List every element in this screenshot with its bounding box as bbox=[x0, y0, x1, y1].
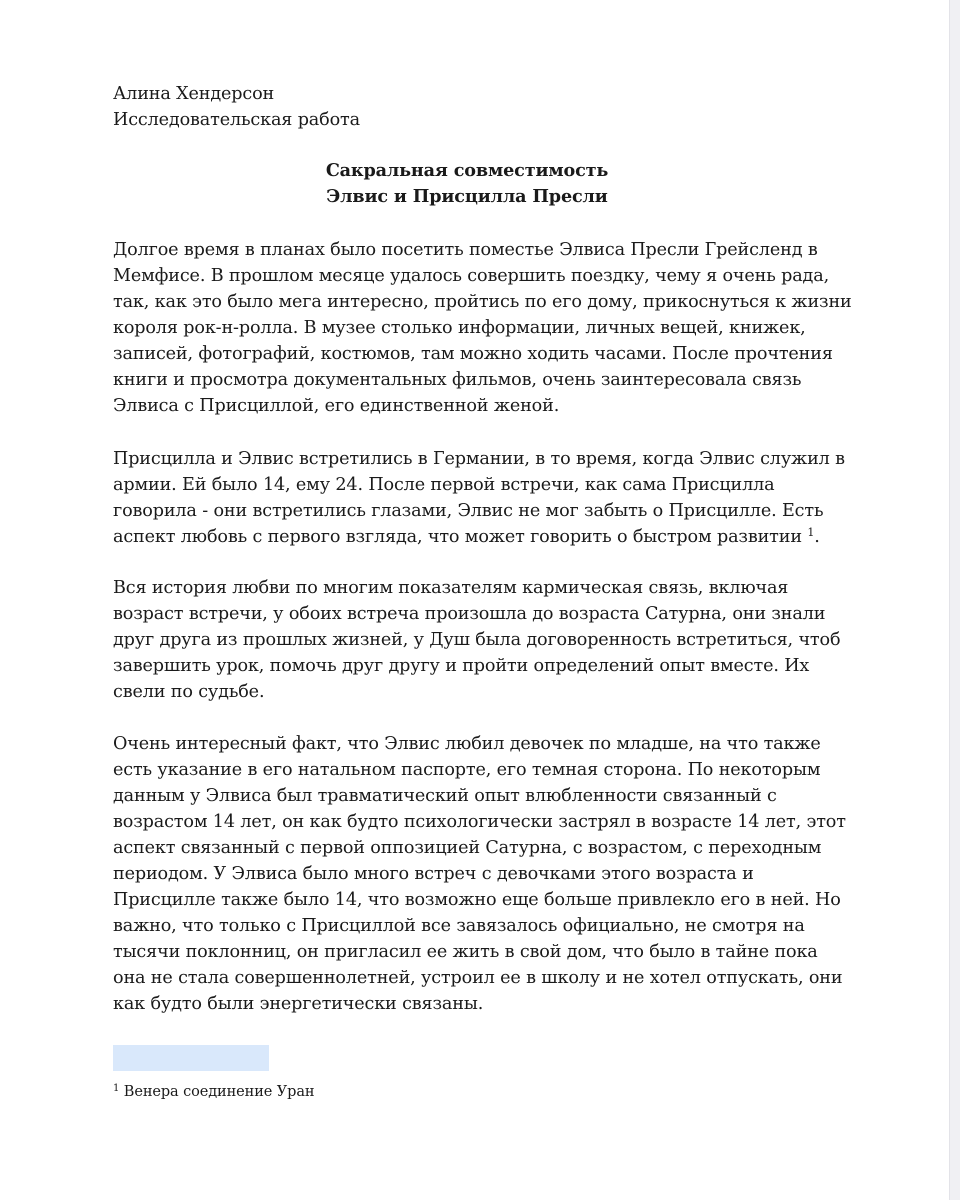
paragraph-line: данным у Элвиса был травматический опыт влюбленности связанный с bbox=[113, 786, 777, 806]
paragraph-line: как будто были энергетически связаны. bbox=[113, 994, 484, 1014]
paragraph-line: свели по судьбе. bbox=[113, 682, 265, 702]
paragraph-line: Долгое время в планах было посетить поместье Элвиса Пресли Грейсленд в bbox=[113, 240, 818, 260]
paragraph-line: возрастом 14 лет, он как будто психологически застрял в возрасте 14 лет, этот bbox=[113, 812, 846, 832]
paragraph-line: тысячи поклонниц, он пригласил ее жить в свой дом, что было в тайне пока bbox=[113, 942, 818, 962]
paragraph-line: короля рок-н-ролла. В музее столько информации, личных вещей, книжек, bbox=[113, 318, 806, 338]
paragraph-line: записей, фотографий, костюмов, там можно ходить часами. После прочтения bbox=[113, 344, 833, 364]
paragraph-4 bbox=[113, 731, 873, 1017]
paragraph-line: книги и просмотра документальных фильмов, очень заинтересовала связь bbox=[113, 370, 802, 390]
paragraph-line: так, как это было мега интересно, пройтись по его дому, прикоснуться к жизни bbox=[113, 292, 852, 312]
paragraph-3 bbox=[113, 575, 873, 705]
paragraph-line: друг друга из прошлых жизней, у Душ была договоренность встретиться, чтоб bbox=[113, 630, 841, 650]
footnote-separator-highlight bbox=[113, 1045, 269, 1071]
paragraph-line: Присцилла и Элвис встретились в Германии, в то время, когда Элвис служил в bbox=[113, 449, 845, 469]
paragraph-line: Очень интересный факт, что Элвис любил девочек по младше, на что также bbox=[113, 734, 821, 754]
footnote-marker: 1 bbox=[113, 1083, 120, 1094]
author-name: Алина Хендерсон bbox=[113, 84, 275, 104]
document-type: Исследовательская работа bbox=[113, 110, 360, 130]
title-line-1: Сакральная совместимость bbox=[325, 160, 609, 181]
sentence-end: . bbox=[814, 527, 820, 547]
paragraph-line: Элвиса с Присциллой, его единственной женой. bbox=[113, 396, 560, 416]
paragraph-line: армии. Ей было 14, ему 24. После первой встречи, как сама Присцилла bbox=[113, 475, 775, 495]
document-title bbox=[113, 158, 821, 210]
page-edge-shadow bbox=[949, 0, 960, 1200]
footnote-text: Венера соединение Уран bbox=[123, 1084, 315, 1100]
paragraph-line: возраст встречи, у обоих встреча произошла до возраста Сатурна, они знали bbox=[113, 604, 826, 624]
paragraph-line: завершить урок, помочь друг другу и пройти определений опыт вместе. Их bbox=[113, 656, 810, 676]
title-line-2: Элвис и Присцилла Пресли bbox=[326, 186, 608, 207]
paragraph-line: Вся история любви по многим показателям кармическая связь, включая bbox=[113, 578, 789, 598]
paragraph-line: Присцилле также было 14, что возможно еще больше привлекло его в ней. Но bbox=[113, 890, 841, 910]
paragraph-line: говорила - они встретились глазами, Элвис не мог забыть о Присцилле. Есть bbox=[113, 501, 824, 521]
paragraph-line: есть указание в его натальном паспорте, его темная сторона. По некоторым bbox=[113, 760, 821, 780]
paragraph-1 bbox=[113, 237, 873, 419]
paragraph-line-with-footnote bbox=[113, 524, 873, 550]
paragraph-line: аспект любовь с первого взгляда, что может говорить о быстром развитии bbox=[113, 527, 802, 547]
paragraph-line: аспект связанный с первой оппозицией Сатурна, с возрастом, с переходным bbox=[113, 838, 822, 858]
paragraph-line: Мемфисе. В прошлом месяце удалось совершить поездку, чему я очень рада, bbox=[113, 266, 830, 286]
footnote bbox=[113, 1081, 314, 1103]
paragraph-line: важно, что только с Присциллой все завязалось официально, не смотря на bbox=[113, 916, 805, 936]
paragraph-2 bbox=[113, 446, 873, 550]
footnote-reference[interactable]: 1 bbox=[807, 526, 815, 539]
paragraph-line: периодом. У Элвиса было много встреч с девочками этого возраста и bbox=[113, 864, 754, 884]
paragraph-line: она не стала совершеннолетней, устроил ее в школу и не хотел отпускать, они bbox=[113, 968, 843, 988]
